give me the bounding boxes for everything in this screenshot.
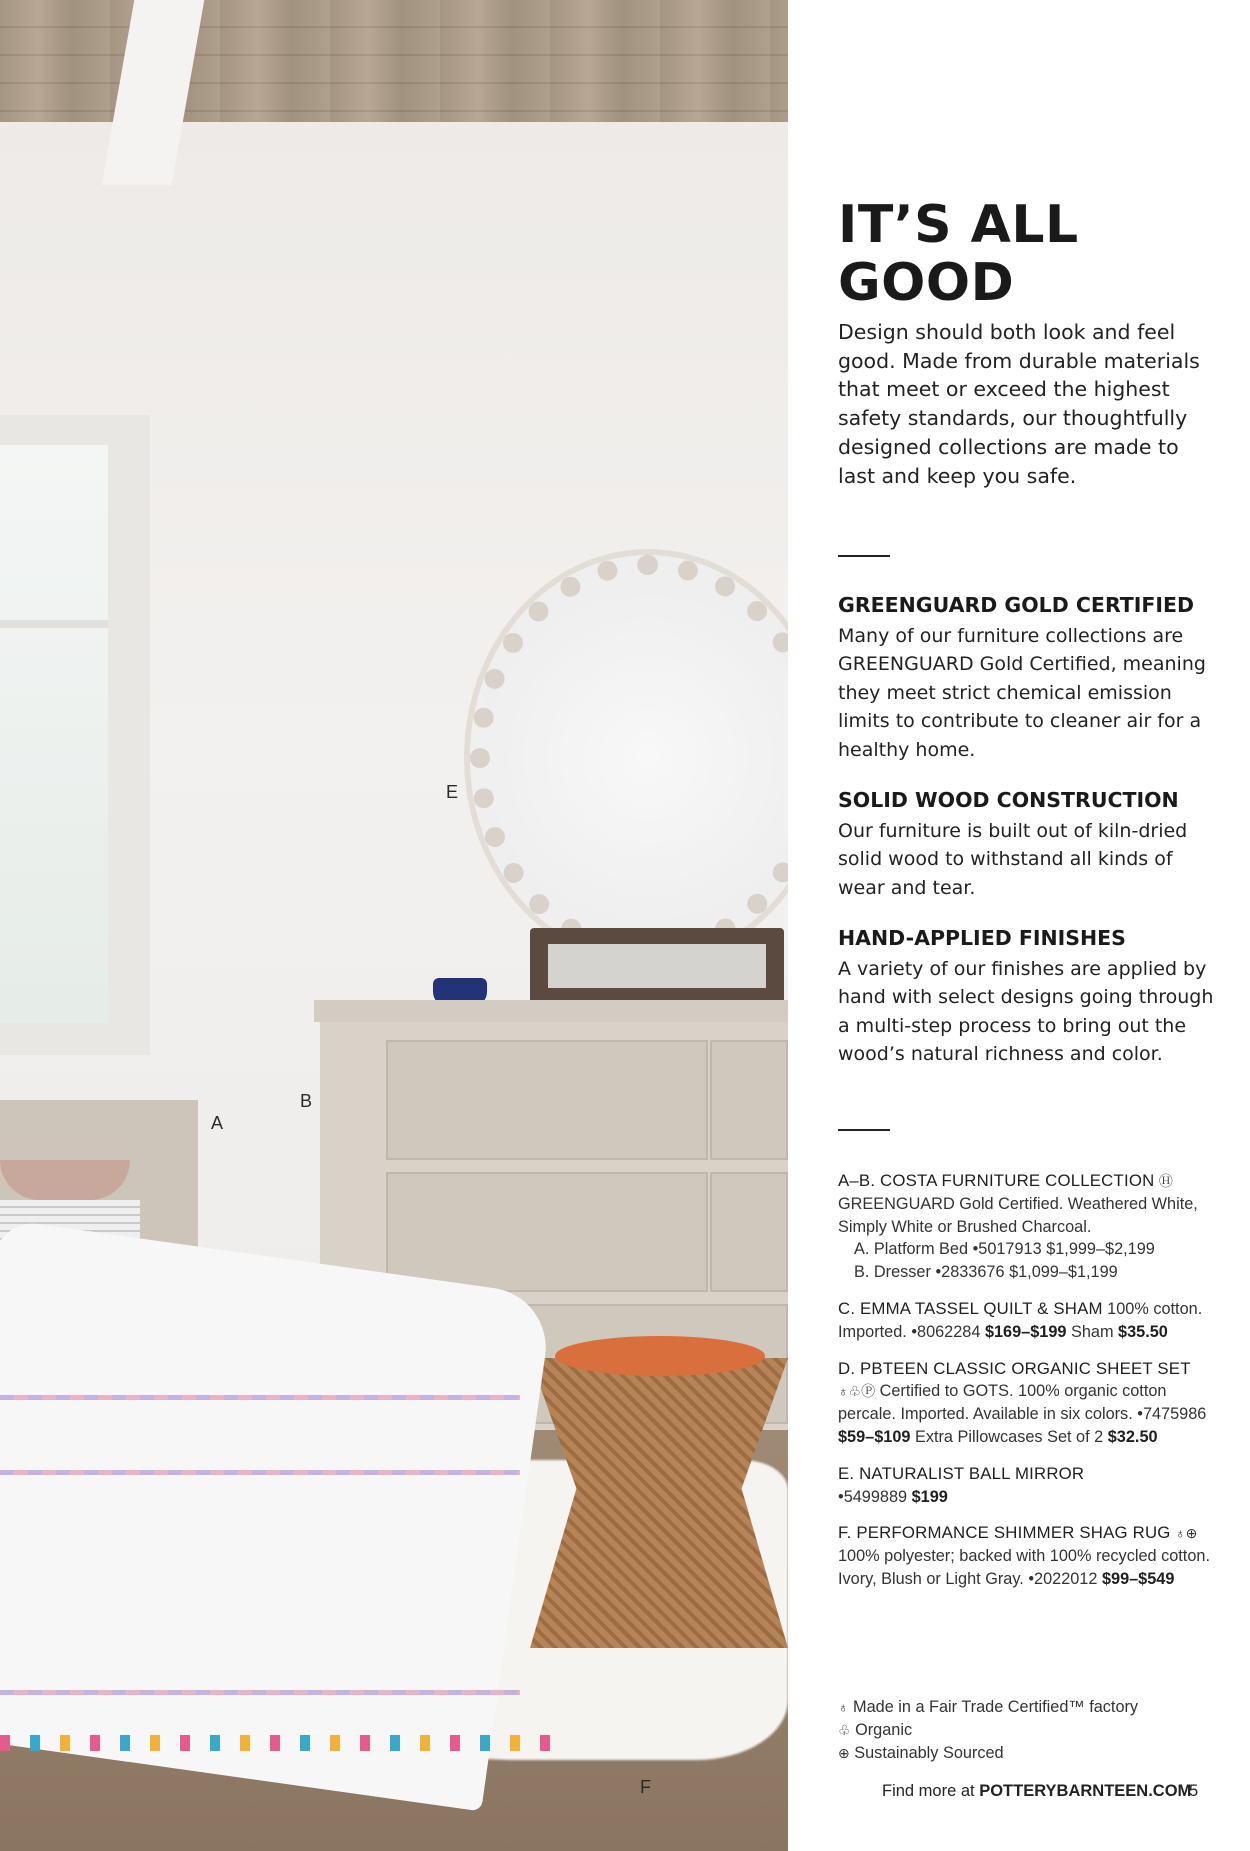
quilt-tassels — [0, 1735, 560, 1751]
product-extra-price: $32.50 — [1107, 1427, 1158, 1446]
label-f: F — [640, 1777, 651, 1797]
label-a: A — [211, 1113, 224, 1133]
legend-item — [838, 1742, 1218, 1765]
label-b: B — [300, 1091, 313, 1111]
quilt-stripe — [0, 1470, 520, 1475]
fair-trade-icon: ♁ — [838, 1383, 849, 1400]
legend-item — [838, 1719, 1218, 1742]
product-sku: •7475986 — [1137, 1405, 1207, 1424]
intro-paragraph: Design should both look and feel good. Made from durable materials that meet or exceed the highest safety standards, our thoughtfully designed collections are made to last and keep you safe. — [838, 320, 1200, 488]
headline: IT’S ALL GOOD — [838, 195, 1079, 313]
product-item — [838, 1238, 1218, 1261]
product-ab — [838, 1170, 1218, 1238]
footer-prefix: Find more at — [882, 1782, 975, 1800]
product-extra-label: Extra Pillowcases Set of 2 — [914, 1427, 1104, 1446]
section-title-greenguard: GREENGUARD GOLD CERTIFIED — [838, 593, 1195, 617]
ball-mirror — [470, 555, 788, 960]
stool-cushion — [555, 1336, 765, 1376]
window-mullion — [0, 620, 108, 628]
fair-trade-icon: ♁ — [838, 1699, 849, 1715]
product-desc: 100% cotton. Imported. — [838, 1299, 1203, 1341]
product-price: $59–$109 — [838, 1427, 911, 1446]
vintage-radio — [530, 928, 784, 1006]
product-item — [838, 1261, 1218, 1284]
organic-icon: ♧ — [848, 1383, 862, 1400]
page-footer — [882, 1782, 1212, 1801]
product-name: C. EMMA TASSEL QUILT & SHAM — [838, 1298, 1103, 1318]
legend-text: Made in a Fair Trade Certified™ factory — [853, 1698, 1139, 1716]
product-desc: 100% polyester; backed with 100% recycled cotton. Ivory, Blush or Light Gray. — [838, 1547, 1210, 1588]
greenguard-icon: Ⓟ — [861, 1383, 876, 1400]
item-sku: •2833676 — [935, 1263, 1005, 1282]
product-desc: GREENGUARD Gold Certified. Weathered White, Simply White or Brushed Charcoal. — [838, 1194, 1198, 1236]
fair-trade-icon: ♁ — [1175, 1525, 1186, 1542]
dresser-drawer — [386, 1172, 708, 1292]
woven-basket — [0, 1160, 130, 1200]
divider — [838, 555, 890, 557]
organic-icon: ♧ — [838, 1722, 851, 1738]
greenguard-icon: Ⓗ — [1158, 1173, 1173, 1189]
product-sku: •2022012 — [1028, 1569, 1098, 1588]
window-glass — [0, 445, 108, 1023]
icon-legend — [838, 1696, 1218, 1765]
section-title-finishes: HAND-APPLIED FINISHES — [838, 926, 1126, 950]
product-price: $99–$549 — [1101, 1569, 1175, 1588]
product-sku: •5499889 — [838, 1487, 908, 1506]
dresser-top — [314, 1000, 788, 1022]
product-extra-label: Sham — [1070, 1322, 1114, 1341]
product-name: E. NATURALIST BALL MIRROR — [838, 1463, 1085, 1483]
product-price: $199 — [911, 1487, 948, 1506]
section-title-solid-wood: SOLID WOOD CONSTRUCTION — [838, 788, 1179, 812]
dresser-drawer — [710, 1172, 788, 1292]
product-c — [838, 1298, 1218, 1344]
dresser-drawer — [710, 1040, 788, 1160]
section-body-finishes: A variety of our finishes are applied by hand with select designs going through a multi-step process to bring out the wood’s natural richness and color. — [838, 958, 1214, 1066]
product-f — [838, 1522, 1218, 1590]
legend-text: Sustainably Sourced — [854, 1744, 1004, 1762]
product-sku: •8062284 — [911, 1322, 981, 1341]
item-price: $1,099–$1,199 — [1009, 1263, 1118, 1282]
label-e: E — [446, 782, 459, 802]
quilt-stripe — [0, 1690, 520, 1695]
bed-quilt — [0, 1219, 553, 1812]
section-body-solid-wood: Our furniture is built out of kiln-dried solid wood to withstand all kinds of wear and tear. — [838, 820, 1188, 899]
product-extra-price: $35.50 — [1118, 1322, 1168, 1341]
product-name: A–B. COSTA FURNITURE COLLECTION — [838, 1171, 1155, 1190]
globe-icon: ⊕ — [838, 1745, 850, 1761]
product-d — [838, 1358, 1218, 1449]
divider — [838, 1129, 890, 1131]
legend-text: Organic — [855, 1721, 913, 1739]
item-sku: •5017913 — [972, 1240, 1042, 1259]
footer-url[interactable]: POTTERYBARNTEEN.COM — [979, 1782, 1192, 1800]
product-price: $169–$199 — [984, 1322, 1067, 1341]
globe-icon: ⊕ — [1185, 1525, 1198, 1542]
legend-item — [838, 1696, 1218, 1719]
item-label: B. Dresser — [854, 1263, 931, 1282]
quilt-stripe — [0, 1395, 520, 1400]
page-number: 5 — [1189, 1782, 1199, 1800]
item-label: A. Platform Bed — [854, 1240, 969, 1259]
product-name: F. PERFORMANCE SHIMMER SHAG RUG — [838, 1523, 1171, 1543]
product-e — [838, 1463, 1218, 1509]
product-name: D. PBTEEN CLASSIC ORGANIC SHEET SET — [838, 1358, 1191, 1378]
dresser-drawer — [386, 1040, 708, 1160]
item-price: $1,999–$2,199 — [1046, 1240, 1155, 1259]
product-desc: Certified to GOTS. 100% organic cotton percale. Imported. Available in six colors. — [838, 1382, 1167, 1424]
section-body-greenguard: Many of our furniture collections are GREENGUARD Gold Certified, meaning they meet strict chemical emission limits to contribute to cleaner air for a healthy home. — [838, 625, 1206, 761]
product-list — [838, 1170, 1218, 1591]
